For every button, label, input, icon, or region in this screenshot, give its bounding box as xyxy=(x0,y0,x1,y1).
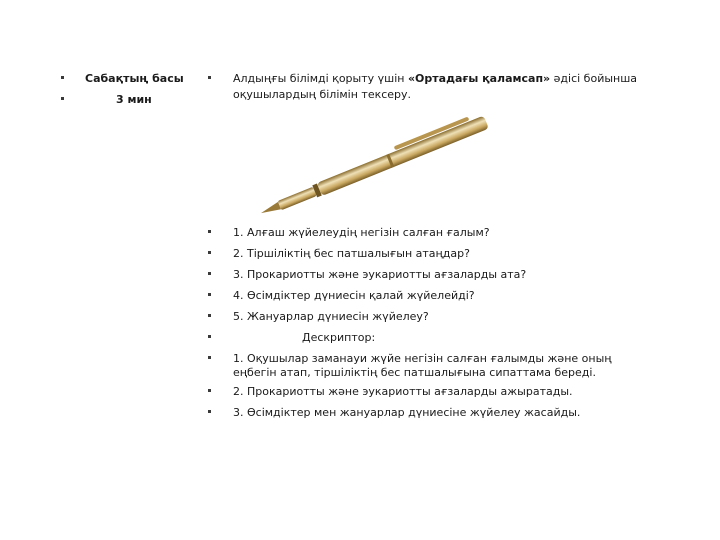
intro-line-1 xyxy=(233,72,637,86)
descriptor-item-3: 3. Өсімдіктер мен жануарлар дүниесіне жүйелеу жасайды. xyxy=(233,406,581,419)
bullet xyxy=(208,410,211,413)
descriptor-item-2: 2. Прокариотты және эукариотты ағзаларды ажыратады. xyxy=(233,385,573,398)
bullet xyxy=(208,272,211,275)
bullet xyxy=(61,76,64,79)
lesson-duration-label: 3 мин xyxy=(116,93,152,106)
descriptor-title: Дескриптор: xyxy=(302,331,376,344)
intro-prefix: Алдыңғы білімді қорыту үшін xyxy=(233,72,408,85)
descriptor-item-1-line-1: 1. Оқушылар заманауи жүйе негізін салған ғалымды және оның xyxy=(233,352,612,365)
intro-suffix: әдісі бойынша xyxy=(550,72,638,85)
question-item: 5. Жануарлар дүниесін жүйелеу? xyxy=(233,310,429,323)
bullet xyxy=(208,293,211,296)
bullet xyxy=(208,356,211,359)
question-item: 4. Өсімдіктер дүниесін қалай жүйелейді? xyxy=(233,289,475,302)
lesson-stage-label: Сабақтың басы xyxy=(85,72,184,85)
descriptor-item-1-line-2: еңбегін атап, тіршіліктің бес патшалығына сипаттама береді. xyxy=(233,366,596,379)
pen-icon xyxy=(250,112,500,222)
bullet xyxy=(208,314,211,317)
method-name: «Ортадағы қаламсап» xyxy=(407,72,551,85)
bullet xyxy=(208,230,211,233)
intro-line-2: оқушылардың білімін тексеру. xyxy=(233,88,412,101)
question-item: 3. Прокариотты және эукариотты ағзаларды ата? xyxy=(233,268,527,281)
question-item: 1. Алғаш жүйелеудің негізін салған ғалым? xyxy=(233,226,490,239)
bullet xyxy=(208,251,211,254)
question-item: 2. Тіршіліктің бес патшалығын атаңдар? xyxy=(233,247,470,260)
bullet xyxy=(208,76,211,79)
bullet xyxy=(61,97,64,100)
bullet xyxy=(208,335,211,338)
bullet xyxy=(208,389,211,392)
